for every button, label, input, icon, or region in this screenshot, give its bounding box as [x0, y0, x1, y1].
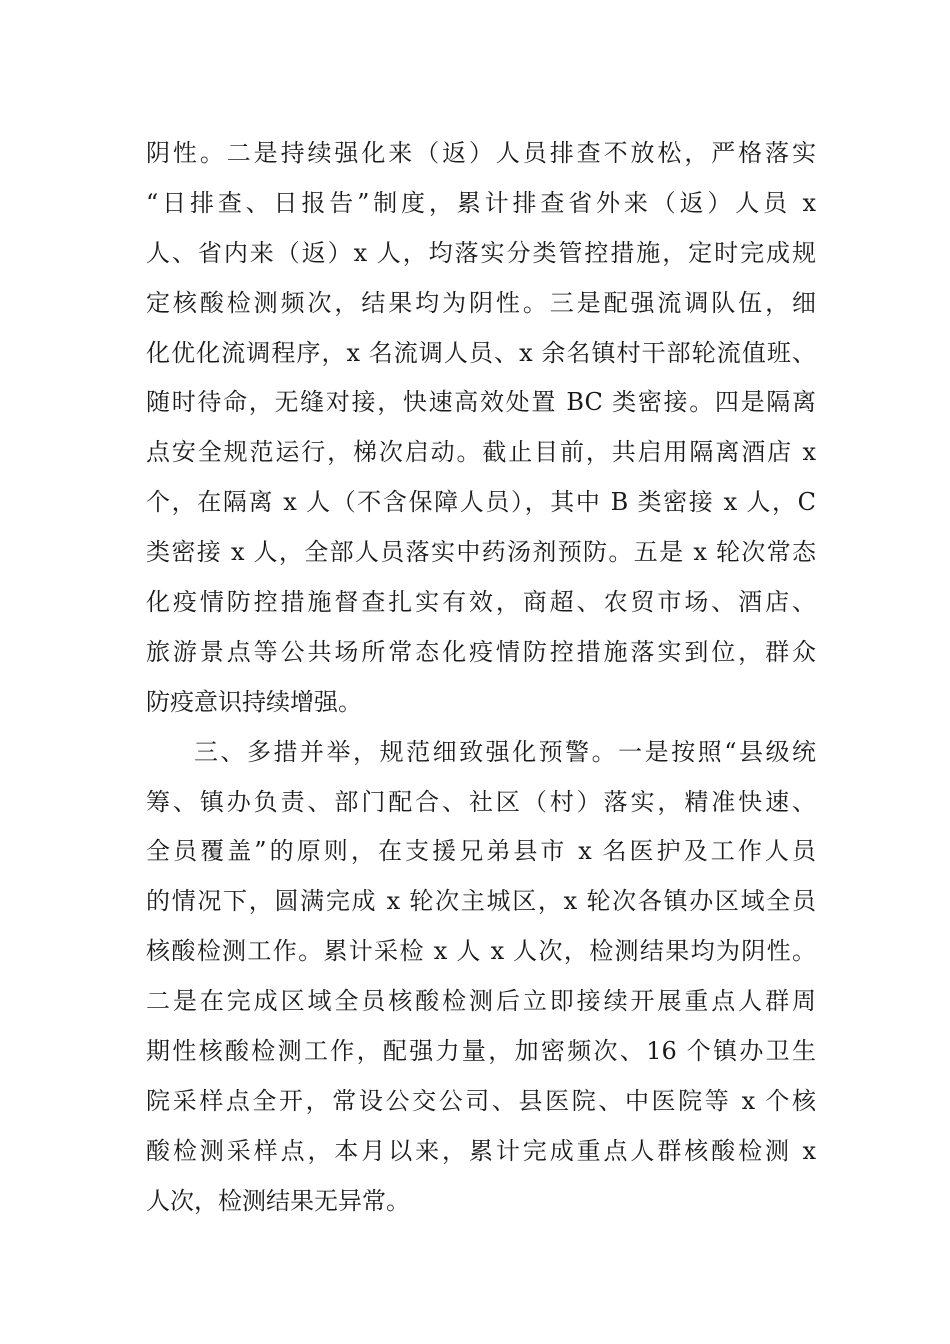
text-line: 酸检测采样点，本月以来，累计完成重点人群核酸检测 x	[146, 1136, 816, 1165]
text-line: 二是在完成区域全员核酸检测后立即接续开展重点人群周	[146, 987, 816, 1016]
text-line: 化疫情防控措施督查扎实有效，商超、农贸市场、酒店、	[146, 588, 816, 617]
text-line: 阴性。二是持续强化来（返）人员排查不放松，严格落实	[146, 139, 816, 167]
paragraph-2	[146, 728, 816, 1227]
text-line: 人、省内来（返）x 人，均落实分类管控措施，定时完成规	[146, 238, 816, 267]
text-line: 化优化流调程序，x 名流调人员、x 余名镇村干部轮流值班、	[146, 338, 816, 367]
text-line: 三、多措并举，规范细致强化预警。一是按照“县级统	[194, 737, 816, 766]
text-line: 筹、镇办负责、部门配合、社区（村）落实，精准快速、	[146, 787, 816, 816]
text-line: 旅游景点等公共场所常态化疫情防控措施落实到位，群众	[146, 637, 816, 666]
text-line: 的情况下，圆满完成 x 轮次主城区，x 轮次各镇办区域全员	[146, 887, 816, 916]
paragraph-1	[146, 129, 816, 728]
text-line: 类密接 x 人，全部人员落实中药汤剂预防。五是 x 轮次常态	[146, 538, 816, 567]
text-line: 院采样点全开，常设公交公司、县医院、中医院等 x 个核	[146, 1086, 816, 1115]
text-line: 核酸检测工作。累计采检 x 人 x 人次，检测结果均为阴性。	[146, 937, 816, 966]
text-line: 防疫意识持续增强。	[146, 687, 362, 716]
body-text	[146, 129, 816, 1227]
text-line: 定核酸检测频次，结果均为阴性。三是配强流调队伍，细	[146, 288, 816, 317]
text-line: 全员覆盖”的原则，在支援兄弟县市 x 名医护及工作人员	[146, 837, 816, 866]
text-line: “日排查、日报告”制度，累计排查省外来（返）人员 x	[146, 188, 816, 217]
text-line: 期性核酸检测工作，配强力量，加密频次、16 个镇办卫生	[146, 1037, 816, 1066]
text-line: 个，在隔离 x 人（不含保障人员），其中 B 类密接 x 人，C	[146, 488, 816, 517]
text-line: 人次，检测结果无异常。	[146, 1186, 410, 1215]
text-line: 点安全规范运行，梯次启动。截止目前，共启用隔离酒店 x	[146, 438, 816, 467]
text-line: 随时待命，无缝对接，快速高效处置 BC 类密接。四是隔离	[146, 388, 816, 417]
